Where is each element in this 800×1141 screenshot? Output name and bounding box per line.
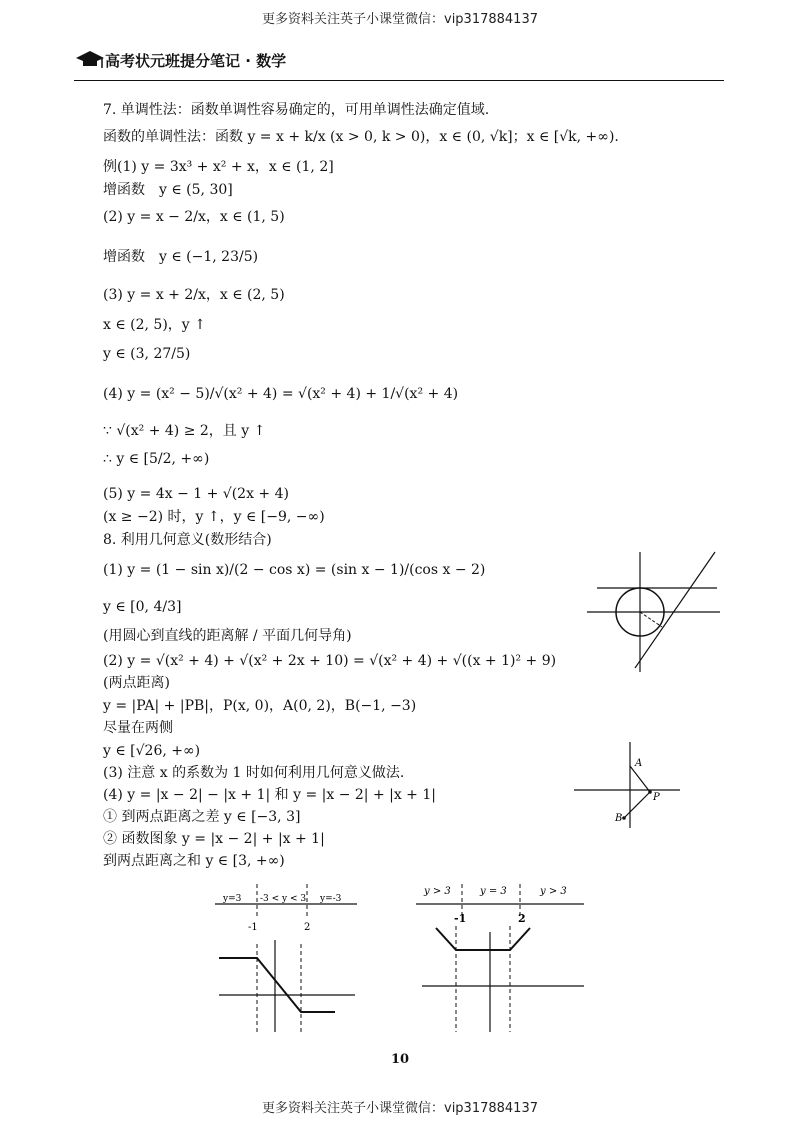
- region-label: y > 3: [540, 886, 567, 897]
- watermark-bottom: 更多资料关注英子小课堂微信：vip317884137: [262, 1101, 538, 1116]
- watermark-top: 更多资料关注英子小课堂微信：vip317884137: [262, 12, 538, 27]
- region-label: y = 3: [480, 886, 507, 897]
- region-label: y=3: [223, 894, 242, 904]
- point-a-label: A: [635, 758, 643, 769]
- region-label: y=-3: [320, 894, 342, 904]
- text-line: (5) y = 4x − 1 + √(2x + 4): [103, 486, 289, 502]
- text-line: (1) y = (1 − sin x)/(2 − cos x) = (sin x − 1)/(cos x − 2): [103, 562, 486, 578]
- page-number: 10: [390, 1052, 410, 1067]
- text-line: y = |PA| + |PB|，P(x, 0)，A(0, 2)，B(−1, −3): [103, 698, 417, 714]
- point-b-label: B: [615, 813, 623, 824]
- text-line: 尽量在两侧: [103, 720, 173, 736]
- tick-label: -1: [248, 922, 258, 933]
- text-line: (4) y = (x² − 5)/√(x² + 4) = √(x² + 4) + 1/√(x² + 4): [103, 386, 459, 402]
- text-line: 例(1) y = 3x³ + x² + x，x ∈ (1, 2]: [103, 159, 334, 175]
- text-line: (3) y = x + 2/x，x ∈ (2, 5): [103, 287, 285, 303]
- text-line: y ∈ [0, 4/3]: [103, 599, 182, 615]
- mortarboard-icon: [74, 46, 106, 72]
- two-point-distance-figure: [572, 740, 682, 830]
- circle-tangent-figure: [585, 548, 725, 676]
- abs-difference-figure: [205, 882, 365, 1042]
- text-line: x ∈ (2, 5)，y ↑: [103, 317, 206, 333]
- tick-label: -1: [454, 912, 467, 925]
- text-line: (用圆心到直线的距离解 / 平面几何导角): [103, 628, 352, 644]
- abs-sum-figure: [412, 882, 592, 1042]
- text-line: 7. 单调性法：函数单调性容易确定的，可用单调性法确定值域.: [103, 102, 490, 118]
- text-line: ∵ √(x² + 4) ≥ 2，且 y ↑: [103, 423, 266, 439]
- text-line: (x ≥ −2) 时，y ↑，y ∈ [−9, −∞): [103, 509, 325, 525]
- point-p-label: P: [653, 792, 660, 803]
- text-line: 到两点距离之和 y ∈ [3, +∞): [103, 853, 285, 869]
- text-line: (4) y = |x − 2| − |x + 1| 和 y = |x − 2| + |x + 1|: [103, 787, 436, 803]
- header-title: 高考状元班提分笔记 · 数学: [105, 52, 287, 70]
- header-rule: [74, 80, 724, 81]
- text-line: 函数的单调性法：函数 y = x + k/x (x > 0, k > 0)，x ∈ (0, √k]；x ∈ [√k, +∞).: [103, 129, 619, 145]
- text-line: y ∈ [√26, +∞): [103, 743, 201, 759]
- text-line: 8. 利用几何意义(数形结合): [103, 532, 272, 548]
- text-line: (3) 注意 x 的系数为 1 时如何利用几何意义做法.: [103, 765, 405, 781]
- text-line: (2) y = √(x² + 4) + √(x² + 2x + 10) = √(x² + 4) + √((x + 1)² + 9): [103, 653, 557, 669]
- tick-label: 2: [518, 912, 526, 925]
- region-label: y > 3: [424, 886, 451, 897]
- text-line: y ∈ (3, 27/5): [103, 346, 191, 362]
- text-line: ② 函数图象 y = |x − 2| + |x + 1|: [103, 831, 325, 847]
- region-label: -3 < y < 3: [260, 894, 307, 904]
- text-line: ∴ y ∈ [5/2, +∞): [103, 451, 210, 467]
- tick-label: 2: [304, 922, 311, 933]
- text-line: 增函数 y ∈ (−1, 23/5): [103, 249, 259, 265]
- text-line: (2) y = x − 2/x，x ∈ (1, 5): [103, 209, 285, 225]
- text-line: (两点距离): [103, 675, 170, 691]
- text-line: 增函数 y ∈ (5, 30]: [103, 182, 233, 198]
- text-line: ① 到两点距离之差 y ∈ [−3, 3]: [103, 809, 301, 825]
